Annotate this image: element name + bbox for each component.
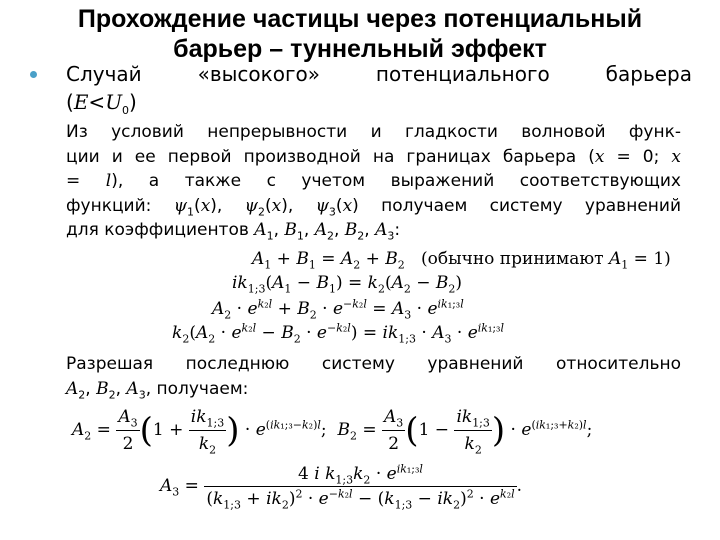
- bullet-dot-icon: [30, 71, 37, 78]
- equation-3: $A_2 \cdot e^{k_2l} + B_2 \cdot e^{-k_2l} = A_3 \cdot e^{ik_1;_3l}$: [212, 297, 464, 322]
- para2-line-1: Разрешая последнюю систему уравнений относительно: [66, 354, 681, 374]
- title-line-1: Прохождение частицы через потенциальный: [77, 5, 643, 33]
- para1-line-5: для коэффициентов $A_1$, $B_1$, $A_2$, $B_2$, $A_3$:: [66, 220, 401, 243]
- bullet-text: Случай «высокого» потенциального барьера: [66, 62, 692, 86]
- frac-A3-over-2-b: $\frac{A_3}{2}$: [382, 404, 405, 457]
- para1-line-4: функций: $\psi_1(x)$, $\psi_2(x)$, $\psi_3(x)$ получаем систему уравнений: [66, 195, 681, 218]
- solution-A3: $A_3$ = $\frac{4 i k_{1;3}k_2 \cdot e^{ik_1;_3l}}{(k_{1;3} + ik_2)^2 \cdot e^{-k_2l} - (k_{1;3} - ik_2)^2 \cdot e^{k_2l}}$ .: [160, 462, 523, 512]
- frac-ik13-over-k2: $\frac{ik_{1;3}}{k_2}$: [189, 404, 226, 457]
- equation-4: $k_2(A_2 \cdot e^{k_2l} - B_2 \cdot e^{-k_2l}) = ik_{1;3} \cdot A_3 \cdot e^{ik_1;_3l}$: [172, 321, 504, 346]
- frac-A3: $\frac{4 i k_{1;3}k_2 \cdot e^{ik_1;_3l}}{(k_{1;3} + ik_2)^2 \cdot e^{-k_2l} - (k_{1;3} - ik_2)^2 \cdot e^{k_2l}}$: [206, 462, 515, 512]
- title-line-2: барьер – туннельный эффект: [173, 35, 547, 63]
- para1-line-3: = l), а также с учетом выражений соответствующих: [66, 171, 681, 191]
- frac-ik13-over-k2-b: $\frac{ik_{1;3}}{k_2}$: [454, 404, 491, 457]
- para1-line-2: ции и ее первой производной на границах барьера (x = 0; x: [66, 146, 681, 167]
- equation-1: $A_1 + B_1 = A_2 + B_2$ (обычно принимают $A_1 = 1$): [252, 249, 671, 272]
- bullet-condition: $(E<U_0)$: [66, 90, 137, 117]
- para2-line-2: $A_2$, $B_2$, $A_3$, получаем:: [66, 378, 249, 401]
- frac-A3-over-2: $\frac{A_3}{2}$: [116, 404, 139, 457]
- equation-2: $ik_{1;3}(A_1 - B_1) = k_2(A_2 - B_2)$: [232, 273, 463, 296]
- para1-line-1: Из условий непрерывности и гладкости волновой функ-: [66, 122, 681, 142]
- paragraph-solve: [66, 352, 681, 401]
- paragraph-conditions: [66, 120, 681, 243]
- solution-A2-B2: $A_2$ = $\frac{A_3}{2}$ (1 + $\frac{ik_{1;3}}{k_2}$ ) · $e^{(ik_1;_3-k_2)l}$; $B_2$ = $\frac{A_3}{2}$ (1 − $\frac{ik_{1;3}}{k_2}$ ) · $e^{(ik_1;_3+k_2)l}$;: [72, 404, 592, 457]
- slide-title: [0, 4, 720, 64]
